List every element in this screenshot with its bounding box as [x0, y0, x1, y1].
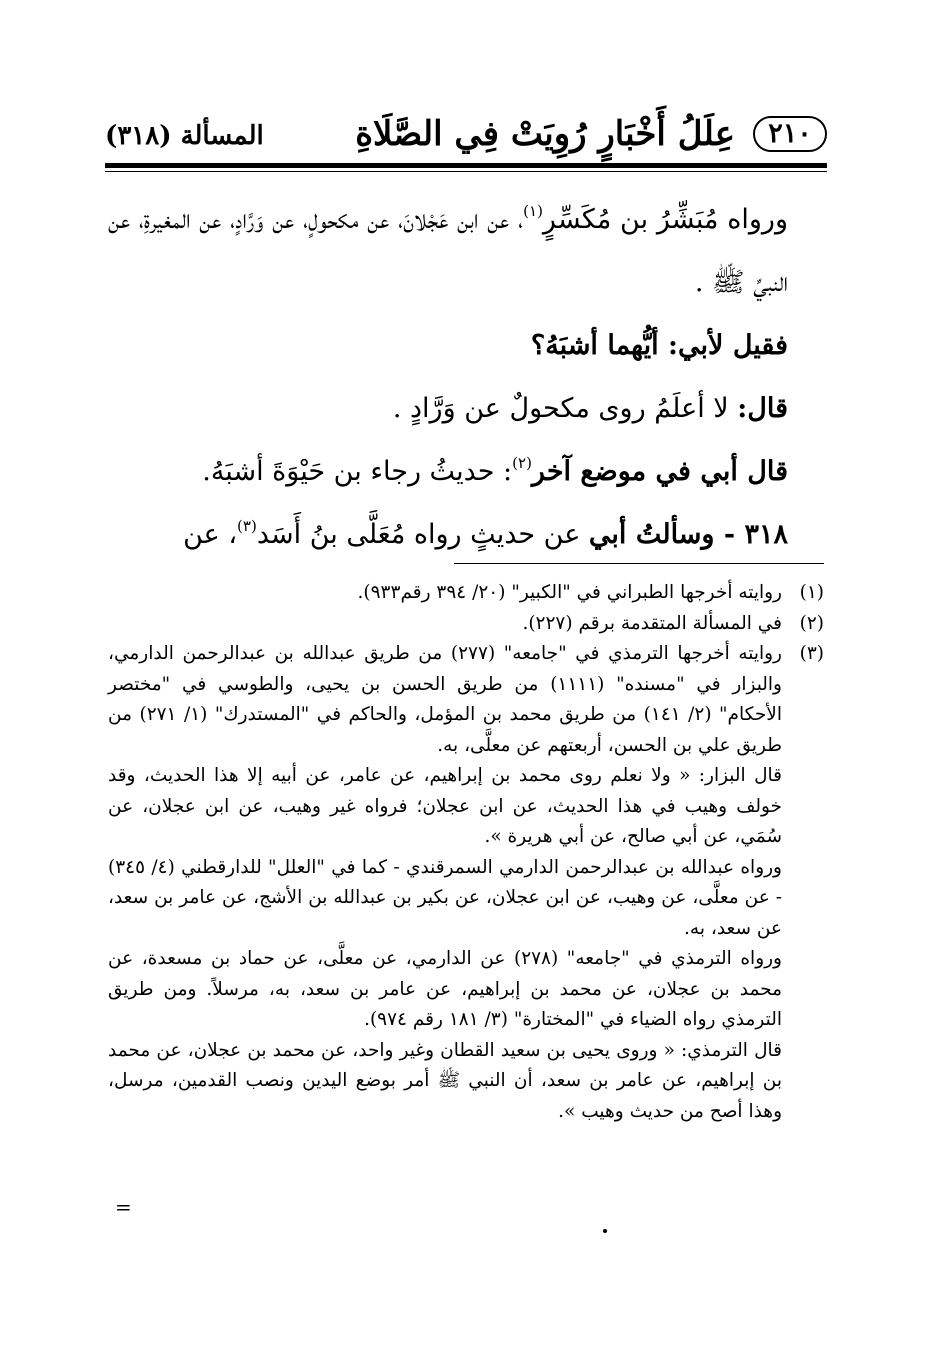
- footnote-text: في المسألة المتقدمة برقم (٢٢٧).: [522, 612, 782, 634]
- book-title: عِلَلُ أَخْبَارٍ رُوِيَتْ فِي الصَّلَاةِ: [355, 114, 735, 154]
- footnote-ref-1[interactable]: (١): [523, 202, 543, 220]
- footnote-3-tirmidhi-narration: ورواه الترمذي في "جامعه" (٢٧٨) عن الدارمي، عن معلَّى، عن حماد بن مسعدة، عن محمد بن عجلان، عن محمد بن إبراهيم، عن عامر بن سعد، به، مرسلاً. ومن طريق الترمذي رواه الضياء في "المختارة" (٣/ ١٨١ رقم ٩٧٤).: [108, 948, 782, 1030]
- narration-text-cont: ، عن ابن عَجْلانَ، عن مكحولٍ، عن وَرَّادٍ، عن المغيرةِ، عن النبيِّ ﷺ .: [108, 204, 788, 298]
- issue-number: ٣١٨ -: [714, 519, 788, 550]
- footnote-text: روايته أخرجها الطبراني في "الكبير" (٢٠/ ٣٩٤ رقم٩٣٣).: [357, 582, 782, 603]
- footnote-ref-3[interactable]: (٣): [237, 517, 257, 535]
- answer-text: لا أعلَمُ روى مكحولٌ عن وَرَّادٍ .: [392, 393, 738, 424]
- main-text: [108, 188, 824, 566]
- paragraph-question: [108, 314, 824, 377]
- footnote-3-bazzar-quote: قال البزار: « ولا نعلم روى محمد بن إبراهيم، عن عامر، عن أبيه إلا هذا الحديث، وقد خولف وهيب في هذا الحديث، عن ابن عجلان؛ فرواه غير وهيب، عن ابن عجلان، عن سُمَي، عن أبي صالح، عن أبي هريرة ».: [108, 765, 782, 847]
- page-header: [105, 112, 827, 162]
- paragraph-answer: [108, 377, 824, 440]
- issue-text: عن حديثٍ رواه مُعَلَّى بنُ أَسَد: [256, 519, 589, 550]
- header-rule-thin: [105, 171, 827, 172]
- issue-tail: ، عن: [183, 519, 238, 550]
- footnote-2: [108, 609, 824, 640]
- narration-text: ورواه مُبَشِّرُ بن مُكَسِّرٍ: [542, 204, 788, 235]
- issue-opening: وسألتُ أبي: [588, 519, 715, 550]
- header-rule-thick: [105, 163, 827, 168]
- paragraph-narration: [108, 188, 824, 314]
- footnote-3-tirmidhi-quote: قال الترمذي: « وروى يحيى بن سعيد القطان وغير واحد، عن محمد بن عجلان، عن محمد بن إبراهيم، عن عامر بن سعد، أن النبي ﷺ أمر بوضع اليدين ونصب القدمين، مرسل، وهذا أصح من حديث وهيب ».: [108, 1039, 782, 1122]
- footnote-separator: [454, 563, 824, 564]
- footnote-1: [108, 578, 824, 609]
- page-number: ٢١٠: [753, 116, 827, 152]
- footnote-number: (١): [799, 582, 824, 603]
- question-label: فقيل لأبي:: [668, 330, 788, 361]
- paragraph-other-place: [108, 440, 824, 503]
- question-text: أيُّهما أشبَهُ؟: [530, 330, 669, 361]
- footnote-number: (٣): [799, 643, 824, 664]
- page-dot: [603, 1229, 607, 1233]
- footnote-text: روايته أخرجها الترمذي في "جامعه" (٢٧٧) من طريق عبدالله بن عبدالرحمن الدارمي، والبزار في "مسنده" (١١١١) من طريق الحسن بن يحيى، والطوسي في "مختصر الأحكام" (٢/ ١٤١) من طريق محمد بن المؤمل، والحاكم في "المستدرك" (١/ ٢٧١) من طريق علي بن الحسن، أربعتهم عن معلَّى، به.: [108, 643, 782, 756]
- footnote-3-darimi-narration: ورواه عبدالله بن عبدالرحمن الدارمي السمرقندي - كما في "العلل" للدارقطني (٤/ ٣٤٥) - عن معلَّى، عن وهيب، عن ابن عجلان، عن بكير بن عبدالله بن الأشج، عن عامر بن سعد، عن سعد، به.: [108, 856, 782, 939]
- continuation-mark: =: [115, 1195, 132, 1219]
- footnotes: [108, 578, 824, 1127]
- paragraph-issue-318: [108, 503, 824, 566]
- footnote-number: (٢): [799, 612, 824, 634]
- issue-label: المسألة (٣١٨): [105, 121, 264, 151]
- other-place-text: : حديثُ رجاء بن حَيْوَةَ أشبَهُ.: [202, 456, 513, 487]
- footnote-ref-2[interactable]: (٢): [512, 454, 532, 472]
- footnote-3: [108, 639, 824, 761]
- other-place-label: قال أبي في موضع آخر: [531, 456, 788, 487]
- answer-label: قال:: [737, 393, 788, 424]
